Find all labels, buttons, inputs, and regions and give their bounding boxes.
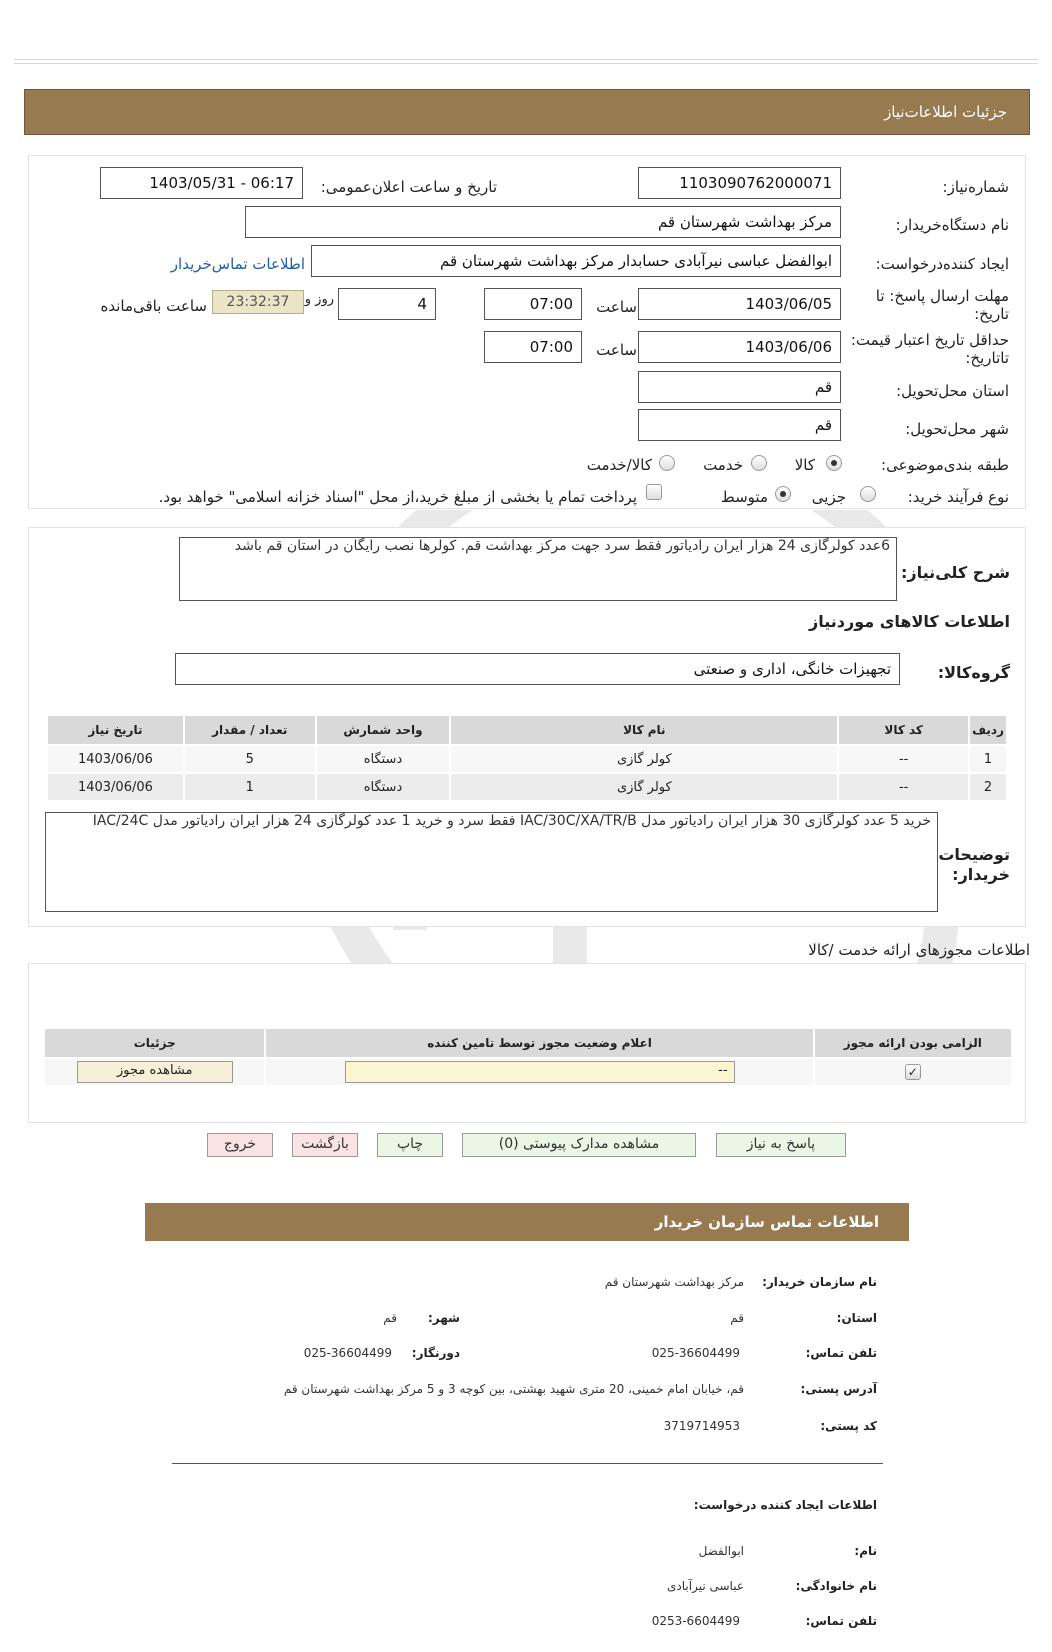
announce-date-label: تاریخ و ساعت اعلان‌عمومی: xyxy=(320,178,497,196)
item-qty: 1 xyxy=(184,773,316,801)
creator-info-title: اطلاعات ایجاد کننده درخواست: xyxy=(693,1498,877,1512)
permit-required-checkbox[interactable]: ✓ xyxy=(905,1064,921,1080)
need-number-label: شماره‌نیاز: xyxy=(942,178,1009,196)
price-validity-label: حداقل تاریخ اعتبار قیمت: تاتاریخ: xyxy=(850,331,1009,367)
details-cell xyxy=(44,1058,265,1086)
creator-last-name-label: نام خانوادگی: xyxy=(795,1579,877,1593)
price-date-field: 1403/06/06 xyxy=(638,331,841,363)
summary-label: شرح کلی‌نیاز: xyxy=(901,563,1010,582)
top-divider xyxy=(14,59,1038,60)
status-cell xyxy=(265,1058,813,1086)
col-code-header: کد کالا xyxy=(838,715,969,745)
category-label: طبقه بندی‌موضوعی: xyxy=(881,456,1009,474)
permit-status-input[interactable]: -- xyxy=(345,1061,735,1083)
goods-group-field: تجهیزات خانگی، اداری و صنعتی xyxy=(175,653,900,685)
buyer-org-field: مرکز بهداشت شهرستان قم xyxy=(245,206,841,238)
col-status-header: اعلام وضعیت مجوز توسط تامین کننده xyxy=(265,1028,813,1058)
item-date: 1403/06/06 xyxy=(47,745,184,773)
process-option-minor: جزیی xyxy=(811,488,846,506)
table-row xyxy=(44,1058,1012,1086)
reply-button[interactable]: پاسخ به نیاز xyxy=(716,1133,846,1157)
col-required-header: الزامی بودن ارائه مجوز xyxy=(814,1028,1012,1058)
category-radio-service[interactable] xyxy=(751,455,767,471)
category-radio-both[interactable] xyxy=(659,455,675,471)
contact-phone: 025-36604499 xyxy=(651,1346,740,1360)
buyer-notes-textarea[interactable]: خرید 5 عدد کولرگازی 30 هزار ایران رادیاتور مدل IAC/30C/XA/TR/B فقط سرد و خرید 1 عدد کولرگازی 24 هزار ایران رادیاتور مدل IAC/24C xyxy=(45,812,938,912)
days-label: روز و xyxy=(304,292,334,307)
contact-postal: 3719714953 xyxy=(663,1419,740,1433)
creator-first-name: ابوالفضل xyxy=(698,1544,744,1558)
creator-first-name-label: نام: xyxy=(854,1544,877,1558)
row-index: 1 xyxy=(969,745,1007,773)
item-code: -- xyxy=(838,745,969,773)
row-index: 2 xyxy=(969,773,1007,801)
category-option-service: خدمت xyxy=(703,456,743,474)
contact-fax: 025-36604499 xyxy=(303,1346,392,1360)
reply-time-label: ساعت xyxy=(596,298,637,316)
view-permit-button[interactable]: مشاهده مجوز xyxy=(77,1061,233,1083)
permits-title: اطلاعات مجوزهای ارائه خدمت /کالا xyxy=(808,941,1030,959)
contact-address-label: آدرس پستی: xyxy=(800,1382,877,1396)
item-code: -- xyxy=(838,773,969,801)
province-label: استان محل‌تحویل: xyxy=(896,382,1009,400)
process-radio-minor[interactable] xyxy=(860,486,876,502)
contact-divider xyxy=(172,1463,883,1464)
item-name: کولر گازی xyxy=(450,773,838,801)
table-row xyxy=(47,773,1007,801)
province-field: قم xyxy=(638,371,841,403)
print-button[interactable]: چاپ xyxy=(377,1133,443,1157)
buyer-org-label: نام دستگاه‌خریدار: xyxy=(895,216,1009,234)
contact-province: قم xyxy=(730,1311,744,1325)
treasury-note: پرداخت تمام یا بخشی از مبلغ خرید،از محل "اسناد خزانه اسلامی" خواهد بود. xyxy=(158,488,637,506)
process-radio-medium[interactable] xyxy=(775,486,791,502)
creator-last-name: عباسی نیرآبادی xyxy=(667,1579,744,1593)
goods-section-title: اطلاعات کالاهای موردنیاز xyxy=(809,612,1010,631)
goods-group-label: گروه‌کالا: xyxy=(937,663,1010,682)
col-details-header: جزئیات xyxy=(44,1028,265,1058)
contact-city: قم xyxy=(383,1311,397,1325)
reply-deadline-label: مهلت ارسال پاسخ: تا تاریخ: xyxy=(875,287,1009,323)
category-radio-goods[interactable] xyxy=(826,455,842,471)
col-date-header: تاریخ نیاز xyxy=(47,715,184,745)
buyer-contact-link[interactable]: اطلاعات تماس‌خریدار xyxy=(170,255,305,273)
item-unit: دستگاه xyxy=(316,745,451,773)
contact-phone-label: تلفن تماس: xyxy=(805,1346,877,1360)
item-qty: 5 xyxy=(184,745,316,773)
permits-table xyxy=(43,1027,1013,1087)
price-time-field: 07:00 xyxy=(484,331,582,363)
contact-fax-label: دورنگار: xyxy=(411,1346,460,1360)
contact-org-label: نام سازمان خریدار: xyxy=(762,1275,877,1289)
col-name-header: نام کالا xyxy=(450,715,838,745)
creator-label: ایجاد کننده‌درخواست: xyxy=(875,255,1009,273)
creator-phone-label: تلفن تماس: xyxy=(805,1614,877,1628)
contact-province-label: استان: xyxy=(836,1311,877,1325)
contact-org: مرکز بهداشت شهرستان قم xyxy=(604,1275,744,1289)
summary-textarea[interactable]: 6عدد کولرگازی 24 هزار ایران رادیاتور فقط سرد جهت مرکز بهداشت قم. کولرها نصب رایگان در استان قم باشد xyxy=(179,537,897,601)
city-field: قم xyxy=(638,409,841,441)
buyer-notes-label: توضیحات خریدار: xyxy=(938,845,1010,884)
category-option-both: کالا/خدمت xyxy=(586,456,652,474)
process-option-medium: متوسط xyxy=(720,488,768,506)
item-date: 1403/06/06 xyxy=(47,773,184,801)
contact-address: قم، خیابان امام خمینی، 20 متری شهید بهشتی، بین کوچه 3 و 5 مرکز بهداشت شهرستان قم xyxy=(283,1382,744,1396)
city-label: شهر محل‌تحویل: xyxy=(905,420,1009,438)
col-unit-header: واحد شمارش xyxy=(316,715,451,745)
back-button[interactable]: بازگشت xyxy=(292,1133,358,1157)
treasury-checkbox[interactable] xyxy=(646,484,662,500)
countdown-timer: 23:32:37 xyxy=(212,290,304,314)
creator-phone: 0253-6604499 xyxy=(651,1614,740,1628)
col-row-header: ردیف xyxy=(969,715,1007,745)
price-time-label: ساعت xyxy=(596,341,637,359)
category-option-goods: کالا xyxy=(794,456,815,474)
contact-city-label: شهر: xyxy=(428,1311,460,1325)
days-remaining-field: 4 xyxy=(338,288,436,320)
contact-section-title: اطلاعات تماس سازمان خریدار xyxy=(145,1203,909,1241)
item-name: کولر گازی xyxy=(450,745,838,773)
item-unit: دستگاه xyxy=(316,773,451,801)
table-row xyxy=(47,745,1007,773)
reply-date-field: 1403/06/05 xyxy=(638,288,841,320)
exit-button[interactable]: خروج xyxy=(207,1133,273,1157)
page-title: جزئیات اطلاعات‌نیاز xyxy=(24,89,1030,135)
reply-time-field: 07:00 xyxy=(484,288,582,320)
remaining-label: ساعت باقی‌مانده xyxy=(100,297,207,315)
attachments-button[interactable]: مشاهده مدارک پیوستی (0) xyxy=(462,1133,696,1157)
process-type-label: نوع فرآیند خرید: xyxy=(907,488,1009,506)
creator-field: ابوالفضل عباسی نیرآبادی حسابدار مرکز بهداشت شهرستان قم xyxy=(311,245,841,277)
required-cell xyxy=(814,1058,1012,1086)
announce-date-field: 1403/05/31 - 06:17 xyxy=(100,167,303,199)
col-qty-header: تعداد / مقدار xyxy=(184,715,316,745)
need-number-field: 1103090762000071 xyxy=(638,167,841,199)
top-divider xyxy=(14,63,1038,64)
goods-table xyxy=(46,714,1008,802)
contact-postal-label: کد پستی: xyxy=(820,1419,877,1433)
